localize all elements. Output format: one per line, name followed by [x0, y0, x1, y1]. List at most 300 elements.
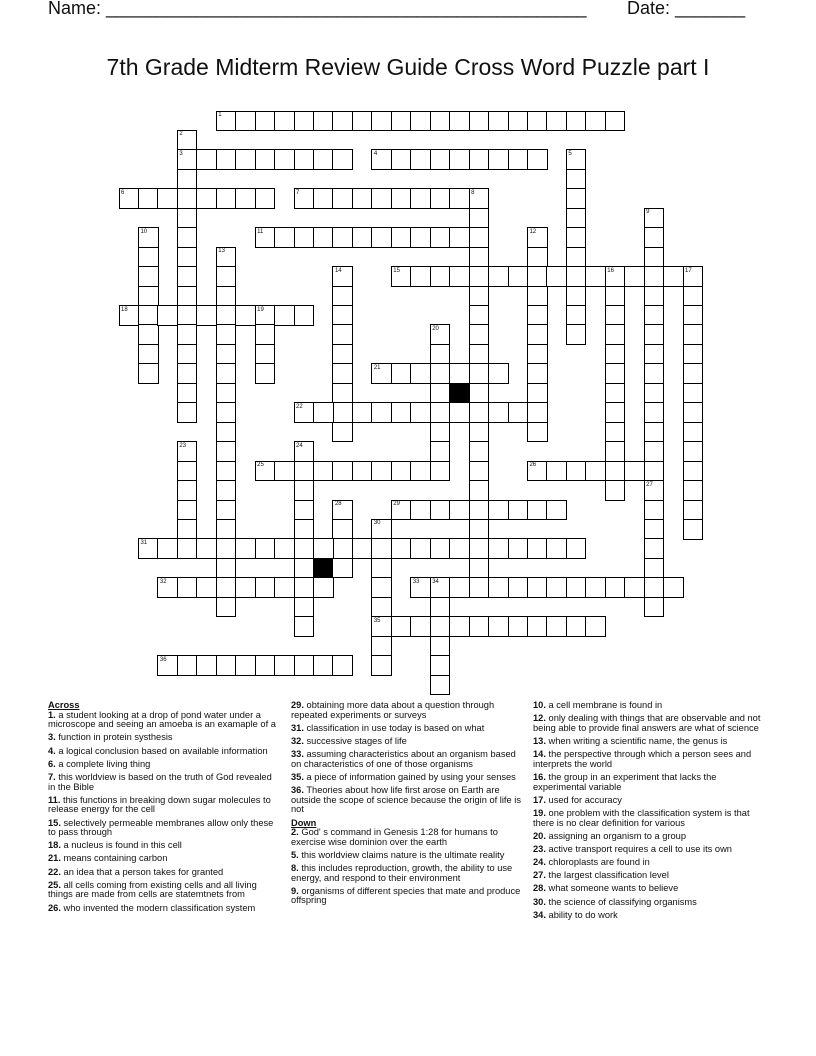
- letter-cell[interactable]: [177, 383, 198, 404]
- letter-cell[interactable]: [138, 344, 159, 365]
- letter-cell[interactable]: [177, 169, 198, 190]
- letter-cell[interactable]: [294, 577, 315, 598]
- letter-cell[interactable]: [216, 441, 237, 462]
- letter-cell[interactable]: [371, 655, 392, 676]
- letter-cell[interactable]: [332, 286, 353, 307]
- letter-cell[interactable]: [274, 111, 295, 132]
- letter-cell[interactable]: [177, 402, 198, 423]
- letter-cell[interactable]: [391, 188, 412, 209]
- letter-cell[interactable]: [352, 188, 373, 209]
- letter-cell[interactable]: [430, 422, 451, 443]
- letter-cell[interactable]: [488, 500, 509, 521]
- letter-cell[interactable]: [216, 305, 237, 326]
- letter-cell[interactable]: [683, 383, 704, 404]
- letter-cell[interactable]: [313, 461, 334, 482]
- letter-cell[interactable]: [294, 111, 315, 132]
- letter-cell[interactable]: [644, 558, 665, 579]
- letter-cell[interactable]: [449, 188, 470, 209]
- letter-cell[interactable]: [332, 538, 353, 559]
- letter-cell[interactable]: [683, 519, 704, 540]
- letter-cell[interactable]: [644, 383, 665, 404]
- letter-cell[interactable]: [488, 616, 509, 637]
- letter-cell[interactable]: [410, 538, 431, 559]
- letter-cell[interactable]: [566, 538, 587, 559]
- letter-cell[interactable]: [216, 538, 237, 559]
- letter-cell[interactable]: [683, 500, 704, 521]
- letter-cell[interactable]: [332, 655, 353, 676]
- letter-cell[interactable]: [527, 305, 548, 326]
- letter-cell[interactable]: [683, 441, 704, 462]
- letter-cell[interactable]: [546, 577, 567, 598]
- letter-cell[interactable]: [332, 402, 353, 423]
- letter-cell[interactable]: [566, 461, 587, 482]
- letter-cell[interactable]: [527, 363, 548, 384]
- letter-cell[interactable]: [566, 208, 587, 229]
- letter-cell[interactable]: [313, 538, 334, 559]
- letter-cell[interactable]: [430, 363, 451, 384]
- letter-cell[interactable]: [294, 538, 315, 559]
- letter-cell[interactable]: [449, 538, 470, 559]
- letter-cell[interactable]: [332, 305, 353, 326]
- letter-cell[interactable]: [449, 227, 470, 248]
- letter-cell[interactable]: [216, 577, 237, 598]
- letter-cell[interactable]: [527, 383, 548, 404]
- letter-cell[interactable]: [585, 266, 606, 287]
- letter-cell[interactable]: [566, 324, 587, 345]
- letter-cell[interactable]: [488, 402, 509, 423]
- letter-cell[interactable]: [469, 383, 490, 404]
- letter-cell[interactable]: [683, 324, 704, 345]
- letter-cell[interactable]: [644, 324, 665, 345]
- letter-cell[interactable]: [177, 577, 198, 598]
- letter-cell[interactable]: [391, 111, 412, 132]
- letter-cell[interactable]: [469, 441, 490, 462]
- letter-cell[interactable]: [255, 188, 276, 209]
- letter-cell[interactable]: [469, 111, 490, 132]
- letter-cell[interactable]: [138, 286, 159, 307]
- letter-cell[interactable]: [216, 188, 237, 209]
- letter-cell[interactable]: [216, 149, 237, 170]
- letter-cell[interactable]: [216, 500, 237, 521]
- letter-cell[interactable]: [683, 344, 704, 365]
- letter-cell[interactable]: [449, 500, 470, 521]
- letter-cell[interactable]: [449, 616, 470, 637]
- letter-cell[interactable]: [527, 616, 548, 637]
- letter-cell[interactable]: [469, 577, 490, 598]
- letter-cell[interactable]: [469, 538, 490, 559]
- letter-cell[interactable]: [430, 636, 451, 657]
- letter-cell[interactable]: [605, 324, 626, 345]
- letter-cell[interactable]: [196, 188, 217, 209]
- letter-cell[interactable]: [585, 111, 606, 132]
- letter-cell[interactable]: [196, 149, 217, 170]
- letter-cell[interactable]: [138, 305, 159, 326]
- letter-cell[interactable]: [196, 305, 217, 326]
- letter-cell[interactable]: [294, 227, 315, 248]
- letter-cell[interactable]: [313, 227, 334, 248]
- letter-cell[interactable]: [313, 577, 334, 598]
- letter-cell[interactable]: [508, 402, 529, 423]
- letter-cell[interactable]: [352, 227, 373, 248]
- letter-cell[interactable]: [177, 305, 198, 326]
- letter-cell[interactable]: [216, 324, 237, 345]
- letter-cell[interactable]: [410, 402, 431, 423]
- letter-cell[interactable]: [449, 363, 470, 384]
- letter-cell[interactable]: [255, 363, 276, 384]
- letter-cell[interactable]: [469, 402, 490, 423]
- letter-cell[interactable]: [683, 363, 704, 384]
- letter-cell[interactable]: [332, 227, 353, 248]
- letter-cell[interactable]: [177, 500, 198, 521]
- letter-cell[interactable]: [430, 500, 451, 521]
- letter-cell[interactable]: [294, 597, 315, 618]
- letter-cell[interactable]: [332, 422, 353, 443]
- letter-cell[interactable]: [157, 188, 178, 209]
- letter-cell[interactable]: [469, 324, 490, 345]
- letter-cell[interactable]: [469, 227, 490, 248]
- letter-cell[interactable]: [683, 480, 704, 501]
- letter-cell[interactable]: [527, 111, 548, 132]
- letter-cell[interactable]: [430, 616, 451, 637]
- letter-cell[interactable]: [391, 616, 412, 637]
- letter-cell[interactable]: [508, 266, 529, 287]
- letter-cell[interactable]: [566, 266, 587, 287]
- letter-cell[interactable]: [527, 500, 548, 521]
- letter-cell[interactable]: [508, 111, 529, 132]
- letter-cell[interactable]: [177, 344, 198, 365]
- letter-cell[interactable]: [527, 247, 548, 268]
- letter-cell[interactable]: [469, 480, 490, 501]
- letter-cell[interactable]: [410, 111, 431, 132]
- letter-cell[interactable]: [274, 149, 295, 170]
- letter-cell[interactable]: [216, 480, 237, 501]
- letter-cell[interactable]: [469, 305, 490, 326]
- letter-cell[interactable]: [605, 363, 626, 384]
- letter-cell[interactable]: [508, 616, 529, 637]
- letter-cell[interactable]: [410, 227, 431, 248]
- letter-cell[interactable]: [138, 188, 159, 209]
- letter-cell[interactable]: [585, 616, 606, 637]
- letter-cell[interactable]: [430, 111, 451, 132]
- letter-cell[interactable]: [274, 461, 295, 482]
- letter-cell[interactable]: [352, 538, 373, 559]
- letter-cell[interactable]: [527, 324, 548, 345]
- letter-cell[interactable]: [177, 208, 198, 229]
- letter-cell[interactable]: [235, 538, 256, 559]
- letter-cell[interactable]: [663, 266, 684, 287]
- letter-cell[interactable]: [449, 111, 470, 132]
- letter-cell[interactable]: [644, 519, 665, 540]
- letter-cell[interactable]: [157, 305, 178, 326]
- letter-cell[interactable]: [644, 286, 665, 307]
- letter-cell[interactable]: [488, 111, 509, 132]
- letter-cell[interactable]: [216, 558, 237, 579]
- letter-cell[interactable]: [216, 597, 237, 618]
- letter-cell[interactable]: [177, 247, 198, 268]
- letter-cell[interactable]: [449, 149, 470, 170]
- letter-cell[interactable]: [683, 305, 704, 326]
- letter-cell[interactable]: [605, 111, 626, 132]
- letter-cell[interactable]: [430, 188, 451, 209]
- letter-cell[interactable]: [546, 538, 567, 559]
- letter-cell[interactable]: [566, 227, 587, 248]
- letter-cell[interactable]: [683, 422, 704, 443]
- letter-cell[interactable]: [391, 538, 412, 559]
- letter-cell[interactable]: [605, 402, 626, 423]
- letter-cell[interactable]: [313, 188, 334, 209]
- letter-cell[interactable]: [449, 266, 470, 287]
- letter-cell[interactable]: [255, 577, 276, 598]
- letter-cell[interactable]: [391, 149, 412, 170]
- letter-cell[interactable]: [624, 266, 645, 287]
- letter-cell[interactable]: [566, 305, 587, 326]
- letter-cell[interactable]: [546, 616, 567, 637]
- letter-cell[interactable]: [527, 344, 548, 365]
- letter-cell[interactable]: [274, 227, 295, 248]
- letter-cell[interactable]: [371, 461, 392, 482]
- letter-cell[interactable]: [508, 577, 529, 598]
- letter-cell[interactable]: [430, 655, 451, 676]
- letter-cell[interactable]: [605, 305, 626, 326]
- letter-cell[interactable]: [644, 461, 665, 482]
- letter-cell[interactable]: [566, 111, 587, 132]
- letter-cell[interactable]: [644, 363, 665, 384]
- letter-cell[interactable]: [644, 402, 665, 423]
- letter-cell[interactable]: [605, 480, 626, 501]
- letter-cell[interactable]: [566, 188, 587, 209]
- letter-cell[interactable]: [216, 422, 237, 443]
- letter-cell[interactable]: [235, 149, 256, 170]
- letter-cell[interactable]: [371, 558, 392, 579]
- letter-cell[interactable]: [469, 461, 490, 482]
- letter-cell[interactable]: [644, 538, 665, 559]
- letter-cell[interactable]: [488, 538, 509, 559]
- letter-cell[interactable]: [410, 500, 431, 521]
- letter-cell[interactable]: [469, 344, 490, 365]
- letter-cell[interactable]: [469, 208, 490, 229]
- letter-cell[interactable]: [294, 480, 315, 501]
- letter-cell[interactable]: [644, 266, 665, 287]
- letter-cell[interactable]: [585, 461, 606, 482]
- letter-cell[interactable]: [469, 519, 490, 540]
- letter-cell[interactable]: [371, 538, 392, 559]
- letter-cell[interactable]: [332, 558, 353, 579]
- letter-cell[interactable]: [410, 188, 431, 209]
- letter-cell[interactable]: [177, 286, 198, 307]
- letter-cell[interactable]: [313, 402, 334, 423]
- letter-cell[interactable]: [235, 577, 256, 598]
- letter-cell[interactable]: [430, 461, 451, 482]
- letter-cell[interactable]: [391, 402, 412, 423]
- letter-cell[interactable]: [294, 558, 315, 579]
- letter-cell[interactable]: [527, 538, 548, 559]
- letter-cell[interactable]: [332, 188, 353, 209]
- letter-cell[interactable]: [235, 655, 256, 676]
- letter-cell[interactable]: [352, 461, 373, 482]
- letter-cell[interactable]: [430, 344, 451, 365]
- letter-cell[interactable]: [683, 286, 704, 307]
- letter-cell[interactable]: [274, 655, 295, 676]
- letter-cell[interactable]: [605, 422, 626, 443]
- letter-cell[interactable]: [488, 577, 509, 598]
- letter-cell[interactable]: [644, 227, 665, 248]
- letter-cell[interactable]: [332, 461, 353, 482]
- letter-cell[interactable]: [255, 655, 276, 676]
- letter-cell[interactable]: [371, 636, 392, 657]
- letter-cell[interactable]: [313, 655, 334, 676]
- letter-cell[interactable]: [332, 383, 353, 404]
- letter-cell[interactable]: [644, 597, 665, 618]
- letter-cell[interactable]: [332, 519, 353, 540]
- letter-cell[interactable]: [430, 441, 451, 462]
- letter-cell[interactable]: [216, 461, 237, 482]
- letter-cell[interactable]: [527, 266, 548, 287]
- letter-cell[interactable]: [255, 149, 276, 170]
- letter-cell[interactable]: [644, 344, 665, 365]
- letter-cell[interactable]: [216, 363, 237, 384]
- letter-cell[interactable]: [332, 363, 353, 384]
- letter-cell[interactable]: [216, 344, 237, 365]
- letter-cell[interactable]: [605, 383, 626, 404]
- letter-cell[interactable]: [294, 305, 315, 326]
- letter-cell[interactable]: [449, 577, 470, 598]
- letter-cell[interactable]: [605, 441, 626, 462]
- letter-cell[interactable]: [216, 383, 237, 404]
- letter-cell[interactable]: [546, 111, 567, 132]
- letter-cell[interactable]: [469, 266, 490, 287]
- letter-cell[interactable]: [410, 149, 431, 170]
- letter-cell[interactable]: [546, 266, 567, 287]
- letter-cell[interactable]: [663, 577, 684, 598]
- letter-cell[interactable]: [138, 247, 159, 268]
- letter-cell[interactable]: [527, 577, 548, 598]
- letter-cell[interactable]: [274, 305, 295, 326]
- letter-cell[interactable]: [391, 227, 412, 248]
- letter-cell[interactable]: [430, 597, 451, 618]
- letter-cell[interactable]: [430, 227, 451, 248]
- letter-cell[interactable]: [410, 461, 431, 482]
- letter-cell[interactable]: [605, 577, 626, 598]
- letter-cell[interactable]: [644, 247, 665, 268]
- letter-cell[interactable]: [196, 655, 217, 676]
- letter-cell[interactable]: [177, 655, 198, 676]
- letter-cell[interactable]: [508, 500, 529, 521]
- letter-cell[interactable]: [177, 461, 198, 482]
- letter-cell[interactable]: [216, 266, 237, 287]
- letter-cell[interactable]: [196, 577, 217, 598]
- letter-cell[interactable]: [255, 538, 276, 559]
- letter-cell[interactable]: [566, 247, 587, 268]
- letter-cell[interactable]: [138, 324, 159, 345]
- letter-cell[interactable]: [294, 616, 315, 637]
- letter-cell[interactable]: [449, 402, 470, 423]
- letter-cell[interactable]: [332, 149, 353, 170]
- letter-cell[interactable]: [410, 266, 431, 287]
- letter-cell[interactable]: [469, 149, 490, 170]
- letter-cell[interactable]: [391, 461, 412, 482]
- letter-cell[interactable]: [508, 538, 529, 559]
- letter-cell[interactable]: [294, 500, 315, 521]
- letter-cell[interactable]: [391, 363, 412, 384]
- letter-cell[interactable]: [546, 461, 567, 482]
- letter-cell[interactable]: [566, 577, 587, 598]
- letter-cell[interactable]: [216, 519, 237, 540]
- letter-cell[interactable]: [138, 363, 159, 384]
- letter-cell[interactable]: [352, 402, 373, 423]
- letter-cell[interactable]: [332, 324, 353, 345]
- letter-cell[interactable]: [469, 500, 490, 521]
- letter-cell[interactable]: [177, 480, 198, 501]
- letter-cell[interactable]: [430, 149, 451, 170]
- letter-cell[interactable]: [255, 324, 276, 345]
- letter-cell[interactable]: [488, 363, 509, 384]
- letter-cell[interactable]: [624, 461, 645, 482]
- letter-cell[interactable]: [196, 538, 217, 559]
- letter-cell[interactable]: [371, 402, 392, 423]
- letter-cell[interactable]: [216, 286, 237, 307]
- letter-cell[interactable]: [566, 169, 587, 190]
- letter-cell[interactable]: [235, 111, 256, 132]
- letter-cell[interactable]: [430, 266, 451, 287]
- letter-cell[interactable]: [216, 402, 237, 423]
- letter-cell[interactable]: [605, 461, 626, 482]
- letter-cell[interactable]: [294, 149, 315, 170]
- letter-cell[interactable]: [605, 286, 626, 307]
- letter-cell[interactable]: [410, 616, 431, 637]
- letter-cell[interactable]: [177, 538, 198, 559]
- letter-cell[interactable]: [177, 363, 198, 384]
- letter-cell[interactable]: [430, 538, 451, 559]
- letter-cell[interactable]: [177, 188, 198, 209]
- letter-cell[interactable]: [177, 519, 198, 540]
- letter-cell[interactable]: [644, 500, 665, 521]
- letter-cell[interactable]: [352, 111, 373, 132]
- letter-cell[interactable]: [488, 149, 509, 170]
- letter-cell[interactable]: [508, 149, 529, 170]
- letter-cell[interactable]: [683, 402, 704, 423]
- letter-cell[interactable]: [235, 188, 256, 209]
- letter-cell[interactable]: [274, 577, 295, 598]
- letter-cell[interactable]: [371, 597, 392, 618]
- letter-cell[interactable]: [469, 247, 490, 268]
- letter-cell[interactable]: [527, 149, 548, 170]
- letter-cell[interactable]: [469, 616, 490, 637]
- letter-cell[interactable]: [566, 616, 587, 637]
- letter-cell[interactable]: [177, 324, 198, 345]
- letter-cell[interactable]: [469, 363, 490, 384]
- letter-cell[interactable]: [683, 461, 704, 482]
- letter-cell[interactable]: [605, 344, 626, 365]
- letter-cell[interactable]: [430, 383, 451, 404]
- letter-cell[interactable]: [371, 227, 392, 248]
- letter-cell[interactable]: [177, 266, 198, 287]
- letter-cell[interactable]: [469, 286, 490, 307]
- letter-cell[interactable]: [527, 402, 548, 423]
- letter-cell[interactable]: [216, 655, 237, 676]
- letter-cell[interactable]: [313, 149, 334, 170]
- letter-cell[interactable]: [371, 111, 392, 132]
- letter-cell[interactable]: [644, 441, 665, 462]
- letter-cell[interactable]: [371, 577, 392, 598]
- letter-cell[interactable]: [566, 286, 587, 307]
- letter-cell[interactable]: [157, 538, 178, 559]
- letter-cell[interactable]: [469, 558, 490, 579]
- letter-cell[interactable]: [332, 344, 353, 365]
- letter-cell[interactable]: [469, 422, 490, 443]
- letter-cell[interactable]: [294, 461, 315, 482]
- letter-cell[interactable]: [255, 344, 276, 365]
- letter-cell[interactable]: [255, 111, 276, 132]
